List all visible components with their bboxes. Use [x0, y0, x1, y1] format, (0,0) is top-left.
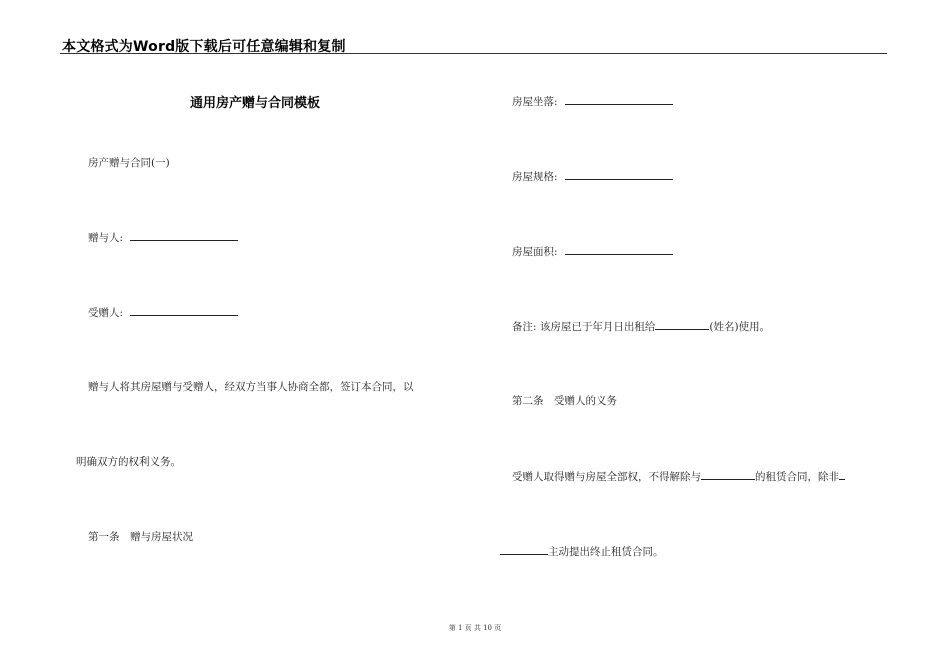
paragraph-line: [512, 468, 845, 484]
paragraph-line: 赠与人将其房屋赠与受赠人，经双方当事人协商全都，签订本合同，以: [88, 381, 414, 393]
donee-blank: [130, 304, 238, 316]
trailing-blank: [839, 468, 845, 480]
spec-blank: [565, 168, 673, 180]
donor-blank: [130, 229, 238, 241]
note-suffix: (姓名)使用。: [709, 321, 771, 333]
paragraph-line: 明确双方的权利义务。: [76, 456, 181, 468]
donor-line: [88, 229, 238, 245]
spec-label: 房屋规格:: [512, 171, 558, 183]
para2-suffix: 的租赁合同，除非: [755, 471, 839, 483]
location-line: [512, 93, 673, 109]
para2-line2: 主动提出终止租赁合同。: [548, 546, 664, 558]
area-line: [512, 243, 673, 259]
location-blank: [565, 93, 673, 105]
location-label: 房屋坐落:: [512, 96, 558, 108]
paragraph-line: [500, 543, 664, 559]
spec-line: [512, 168, 673, 184]
lessee-name-blank: [500, 543, 548, 555]
lessee-blank: [701, 468, 755, 480]
document-title: 通用房产赠与合同模板: [190, 96, 321, 111]
donee-label: 受赠人:: [88, 307, 124, 319]
header-rule: [60, 53, 887, 54]
page-footer: 第 1 页 共 10 页: [448, 624, 502, 632]
article-heading: 第二条 受赠人的义务: [512, 395, 617, 407]
contract-subtitle: 房产赠与合同(一): [88, 157, 170, 169]
para2-prefix: 受赠人取得赠与房屋全部权，不得解除与: [512, 471, 701, 483]
area-label: 房屋面积:: [512, 246, 558, 258]
article-heading: 第一条 赠与房屋状况: [88, 531, 193, 543]
page-header: 本文格式为Word版下载后可任意编辑和复制: [62, 39, 346, 55]
donor-label: 赠与人:: [88, 232, 124, 244]
note-line: [512, 318, 770, 334]
area-blank: [565, 243, 673, 255]
donee-line: [88, 304, 238, 320]
note-prefix: 备注: 该房屋已于年月日出租给: [512, 321, 656, 333]
tenant-name-blank: [655, 318, 709, 330]
